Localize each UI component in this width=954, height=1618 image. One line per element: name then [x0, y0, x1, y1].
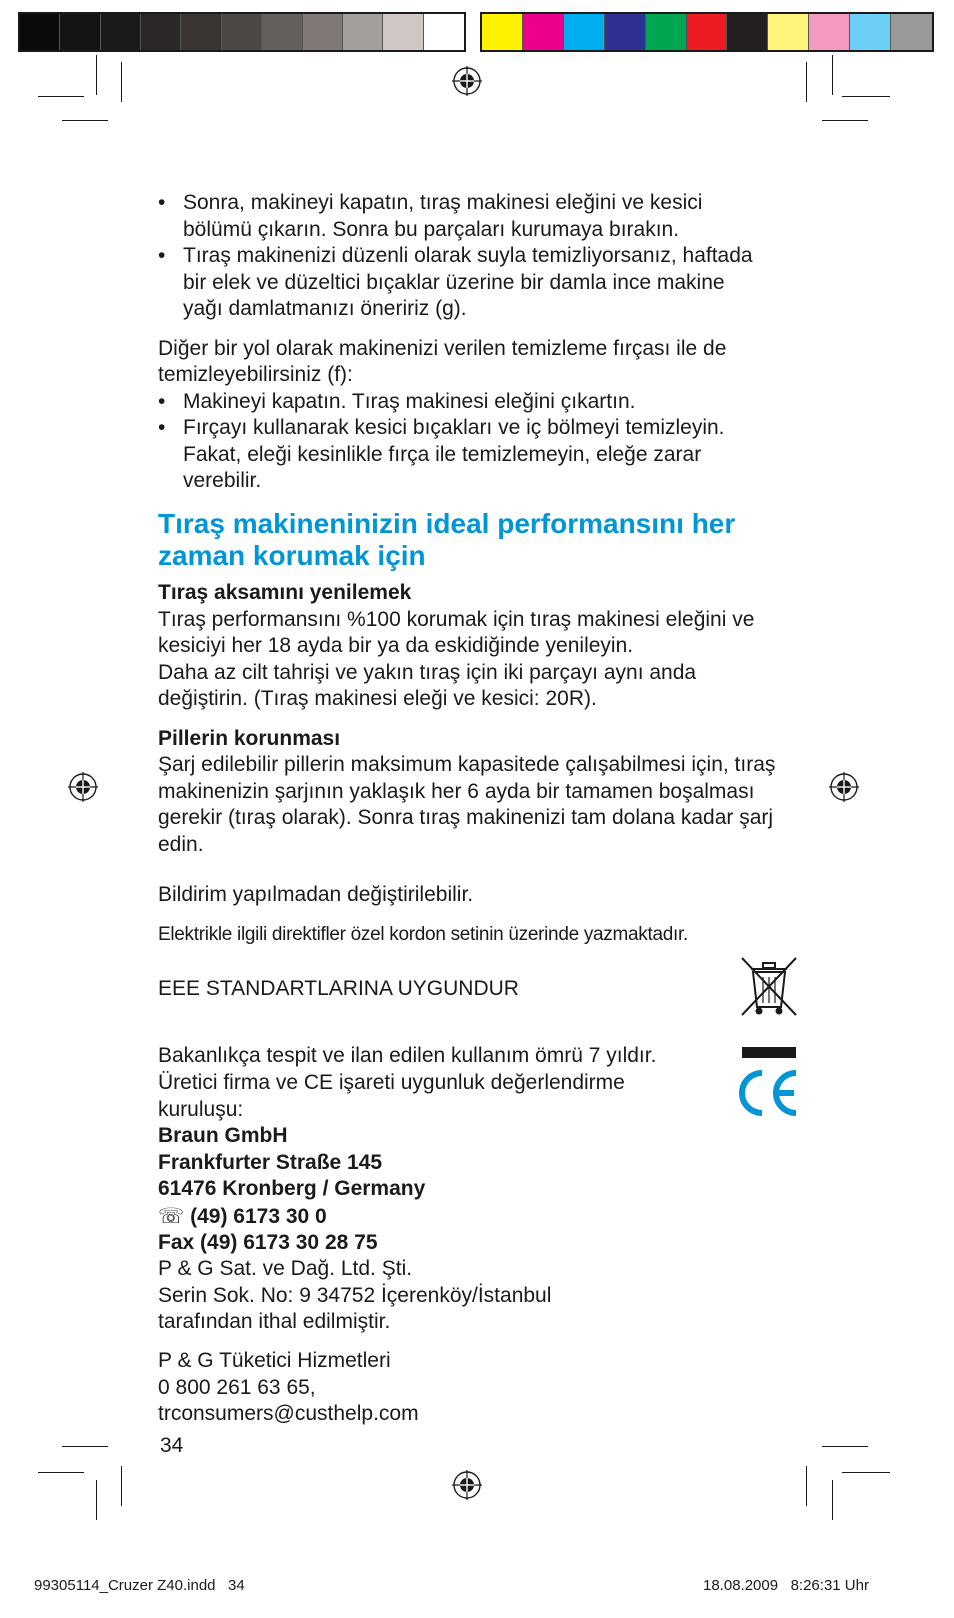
- manufacturer-name: Braun GmbH: [158, 1124, 288, 1147]
- section-heading: Tıraş makineninizin ideal performansını her zaman korumak için: [158, 508, 736, 571]
- color-swatch: [809, 14, 850, 50]
- importer-line: Serin Sok. No: 9 34752 İçerenköy/İstanbul: [158, 1283, 552, 1307]
- paragraph: Üretici firma ve CE işareti uygunluk değerlendirme kuruluşu:: [158, 1071, 625, 1121]
- color-swatch: [687, 14, 728, 50]
- bullet-item: • Sonra, makineyi kapatın, tıraş makinesi eleğini ve kesici bölümü çıkarın. Sonra bu parçaları kurumaya bırakın.: [158, 190, 758, 243]
- importer-section: [158, 1256, 798, 1336]
- color-swatch: [605, 14, 646, 50]
- crop-mark: [806, 1466, 807, 1506]
- grayscale-color-bar: [18, 12, 466, 52]
- paragraph: Diğer bir yol olarak makinenizi verilen temizleme fırçası ile de temizleyebilirsiniz (f):: [158, 336, 727, 386]
- color-swatch: [727, 14, 768, 50]
- ce-mark-icon: [732, 1067, 802, 1119]
- crop-mark: [121, 62, 122, 102]
- registration-target-icon: [452, 1470, 482, 1500]
- paragraph: Tıraş performansını %100 korumak için tıraş makinesi eleğini ve kesiciyi her 18 ayda bir ya da eskidiğinde yenileyin.: [158, 607, 755, 657]
- color-swatch: [20, 14, 60, 50]
- page-number: 34: [160, 1434, 184, 1457]
- crop-mark: [842, 1472, 890, 1473]
- color-swatch: [646, 14, 687, 50]
- bullet-item: • Makineyi kapatın. Tıraş makinesi eleğini çıkartın.: [158, 389, 758, 416]
- manufacturer-city: 61476 Kronberg / Germany: [158, 1177, 426, 1200]
- paragraph: Daha az cilt tahrişi ve yakın tıraş için iki parçayı aynı anda değiştirin. (Tıraş makinesi eleği ve kesici: 20R).: [158, 660, 697, 710]
- crop-mark: [38, 1472, 84, 1473]
- manufacturer-fax: Fax (49) 6173 30 28 75: [158, 1231, 378, 1254]
- subheading: Pillerin korunması: [158, 726, 341, 750]
- color-swatch: [523, 14, 564, 50]
- consumer-section: [158, 1348, 798, 1428]
- notices-section: [158, 882, 808, 1069]
- color-swatch: [383, 14, 423, 50]
- importer-line: P & G Sat. ve Dağ. Ltd. Şti.: [158, 1257, 413, 1280]
- color-swatch: [222, 14, 262, 50]
- consumer-line: 0 800 261 63 65,: [158, 1375, 316, 1399]
- subheading: Tıraş aksamını yenilemek: [158, 581, 412, 604]
- file-info: 99305114_Cruzer Z40.indd 34: [34, 1577, 245, 1594]
- crop-mark: [832, 1480, 833, 1520]
- crop-mark: [832, 55, 833, 95]
- color-swatch: [850, 14, 891, 50]
- print-timestamp: 18.08.2009 8:26:31 Uhr: [703, 1577, 869, 1594]
- color-swatch: [424, 14, 464, 50]
- color-swatch: [60, 14, 100, 50]
- crop-mark: [38, 96, 84, 97]
- consumer-line: P & G Tüketici Hizmetleri: [158, 1349, 391, 1372]
- performance-section: [158, 508, 788, 858]
- telephone-icon: ☏: [158, 1203, 185, 1228]
- paragraph: Bildirim yapılmadan değiştirilebilir.: [158, 883, 474, 906]
- color-swatch: [101, 14, 141, 50]
- crop-mark: [842, 96, 890, 97]
- paragraph: Elektrikle ilgili direktifler özel kordon setinin üzerinde yazmaktadır.: [158, 923, 688, 945]
- color-swatch: [343, 14, 383, 50]
- consumer-line: trconsumers@custhelp.com: [158, 1402, 419, 1425]
- crop-mark: [62, 1446, 108, 1447]
- color-swatch: [482, 14, 523, 50]
- eee-notice: EEE STANDARTLARINA UYGUNDUR: [158, 977, 519, 1000]
- manufacturer-street: Frankfurter Straße 145: [158, 1150, 383, 1174]
- importer-line: tarafından ithal edilmiştir.: [158, 1310, 391, 1333]
- process-color-bar: [480, 12, 934, 52]
- color-swatch: [141, 14, 181, 50]
- bullet-item: • Fırçayı kullanarak kesici bıçakları ve iç bölmeyi temizleyin. Fakat, eleği kesinlikle fırça ile temizlemeyin, eleğe zarar verebilir.: [158, 415, 758, 495]
- color-swatch: [303, 14, 343, 50]
- crossed-out-wheelie-bin-icon: [739, 955, 799, 1060]
- manufacturer-section: [158, 1070, 688, 1257]
- color-swatch: [891, 14, 932, 50]
- crop-mark: [121, 1466, 122, 1506]
- registration-target-icon: [452, 66, 482, 96]
- crop-mark: [96, 55, 97, 95]
- crop-mark: [822, 1446, 868, 1447]
- paragraph: Şarj edilebilir pillerin maksimum kapasitede çalışabilmesi için, tıraş makinenizin şarjının yaklaşık her 6 ayda bir tamamen boşalması gerekir (tıraş olarak). Sonra tıraş makinenizi tam dolana kadar şarj edin.: [158, 753, 776, 856]
- color-swatch: [564, 14, 605, 50]
- registration-target-icon: [68, 772, 98, 802]
- color-swatch: [768, 14, 809, 50]
- crop-mark: [96, 1480, 97, 1520]
- crop-mark: [806, 62, 807, 102]
- cleaning-section: [158, 190, 758, 495]
- manufacturer-phone: ☏ (49) 6173 30 0: [158, 1203, 327, 1228]
- crop-mark: [822, 120, 868, 121]
- lifetime-notice: Bakanlıkça tespit ve ilan edilen kullanım ömrü 7 yıldır.: [158, 1043, 657, 1067]
- crop-mark: [62, 120, 108, 121]
- color-swatch: [262, 14, 302, 50]
- registration-target-icon: [829, 772, 859, 802]
- bullet-item: • Tıraş makinenizi düzenli olarak suyla temizliyorsanız, haftada bir elek ve düzeltici bıçaklar üzerine bir damla ince makine yağı damlatmanızı öneririz (g).: [158, 243, 758, 323]
- color-swatch: [181, 14, 221, 50]
